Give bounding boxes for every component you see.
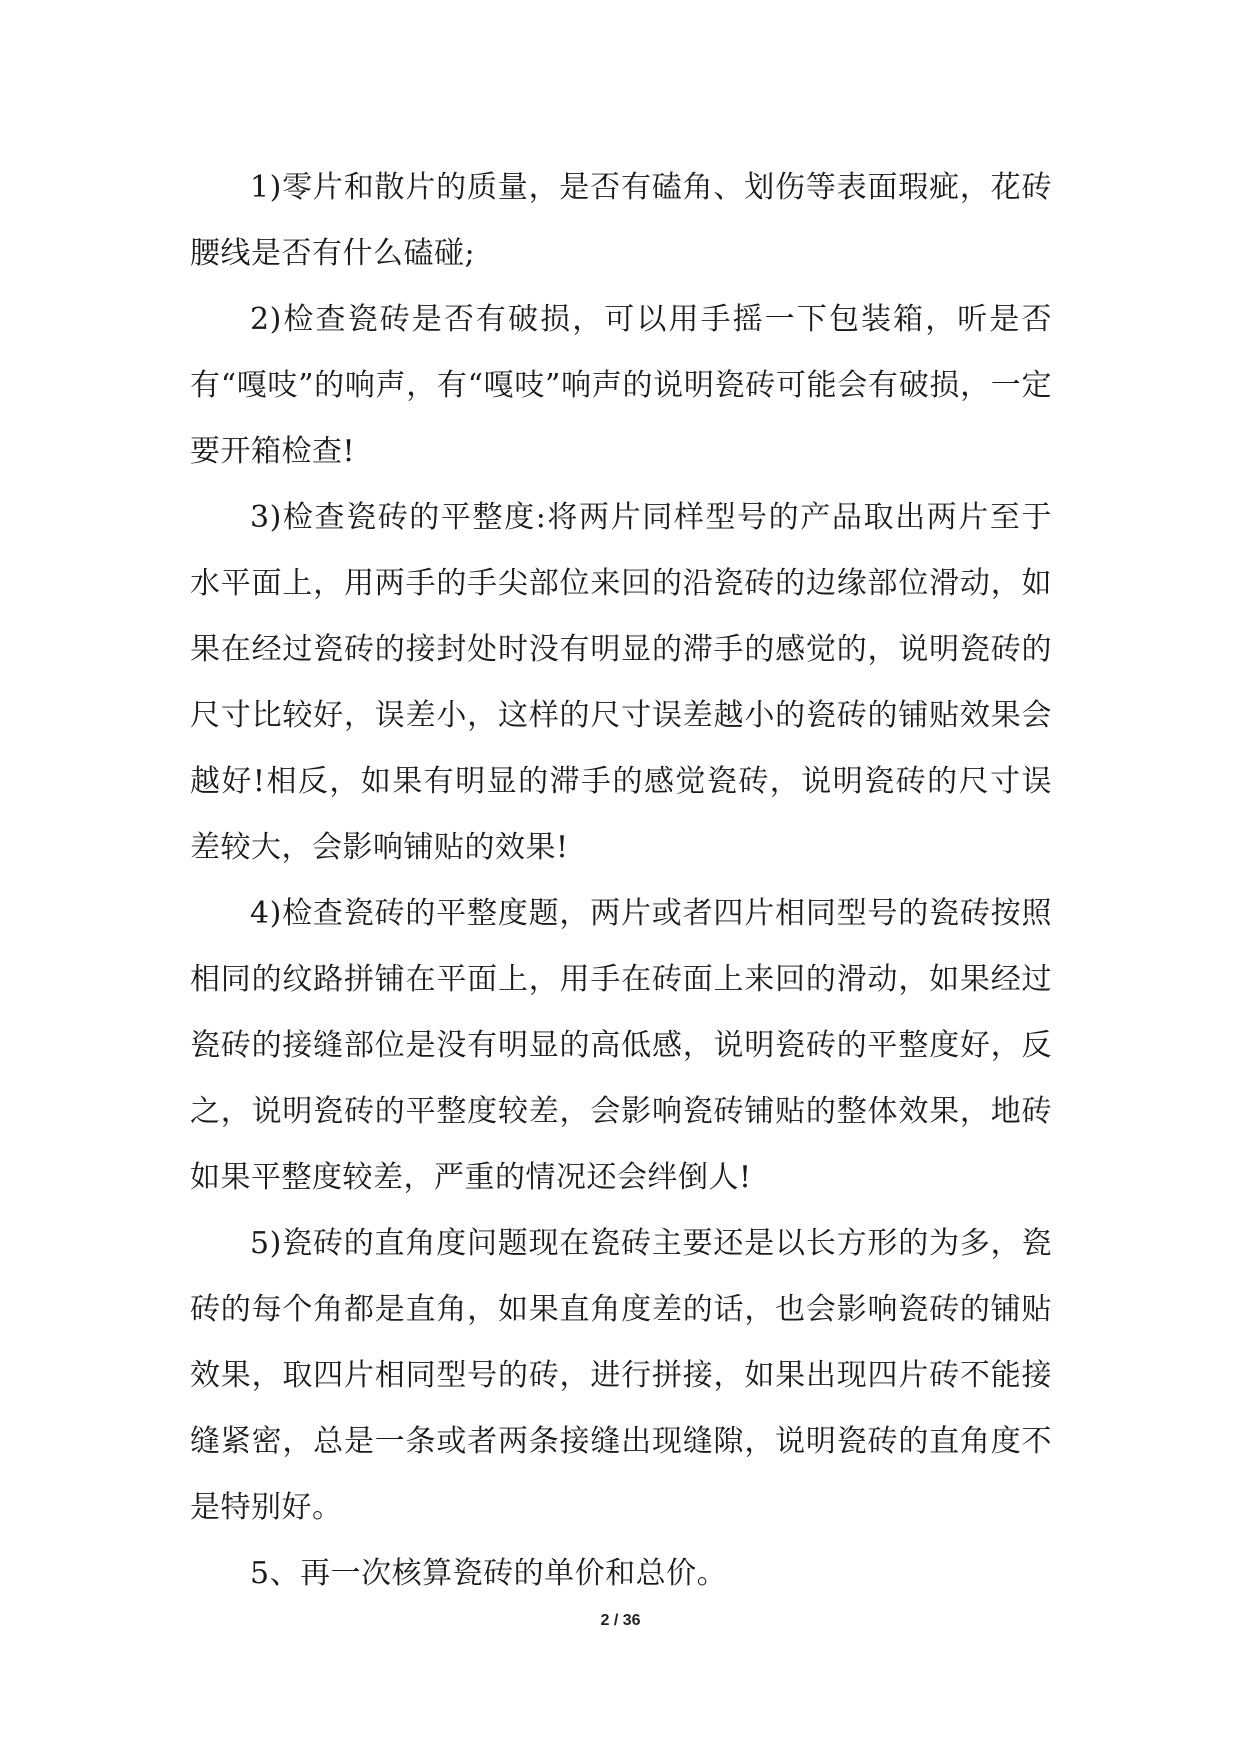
paragraph-6: 5、再一次核算瓷砖的单价和总价。 bbox=[250, 1556, 728, 1591]
paragraph-5: 5)瓷砖的直角度问题现在瓷砖主要还是以长方形的为多，瓷砖的每个角都是直角，如果直角度差的话，也会影响瓷砖的铺贴效果，取四片相同型号的砖，进行拼接，如果出现四片砖不能接缝紧密，总是一条或者两条接缝出现缝隙，说明瓷砖的直角度不是特别好。 bbox=[190, 1226, 1052, 1525]
paragraph-3: 3)检查瓷砖的平整度:将两片同样型号的产品取出两片至于水平面上，用两手的手尖部位来回的沿瓷砖的边缘部位滑动，如果在经过瓷砖的接封处时没有明显的滞手的感觉的，说明瓷砖的尺寸比较好，误差小，这样的尺寸误差越小的瓷砖的铺贴效果会越好!相反，如果有明显的滞手的感觉瓷砖，说明瓷砖的尺寸误差较大，会影响铺贴的效果! bbox=[190, 500, 1052, 865]
paragraph-2: 2)检查瓷砖是否有破损，可以用手摇一下包装箱，听是否有“嘎吱”的响声，有“嘎吱”响声的说明瓷砖可能会有破损，一定要开箱检查! bbox=[190, 302, 1052, 469]
document-body bbox=[190, 155, 1052, 1607]
paragraph-1: 1)零片和散片的质量，是否有磕角、划伤等表面瑕疵，花砖腰线是否有什么磕碰; bbox=[190, 170, 1052, 271]
paragraph-4: 4)检查瓷砖的平整度题，两片或者四片相同型号的瓷砖按照相同的纹路拼铺在平面上，用手在砖面上来回的滑动，如果经过瓷砖的接缝部位是没有明显的高低感，说明瓷砖的平整度好，反之，说明瓷砖的平整度较差，会影响瓷砖铺贴的整体效果，地砖如果平整度较差，严重的情况还会绊倒人! bbox=[190, 896, 1052, 1195]
page-number: 2 / 36 bbox=[600, 1612, 641, 1629]
